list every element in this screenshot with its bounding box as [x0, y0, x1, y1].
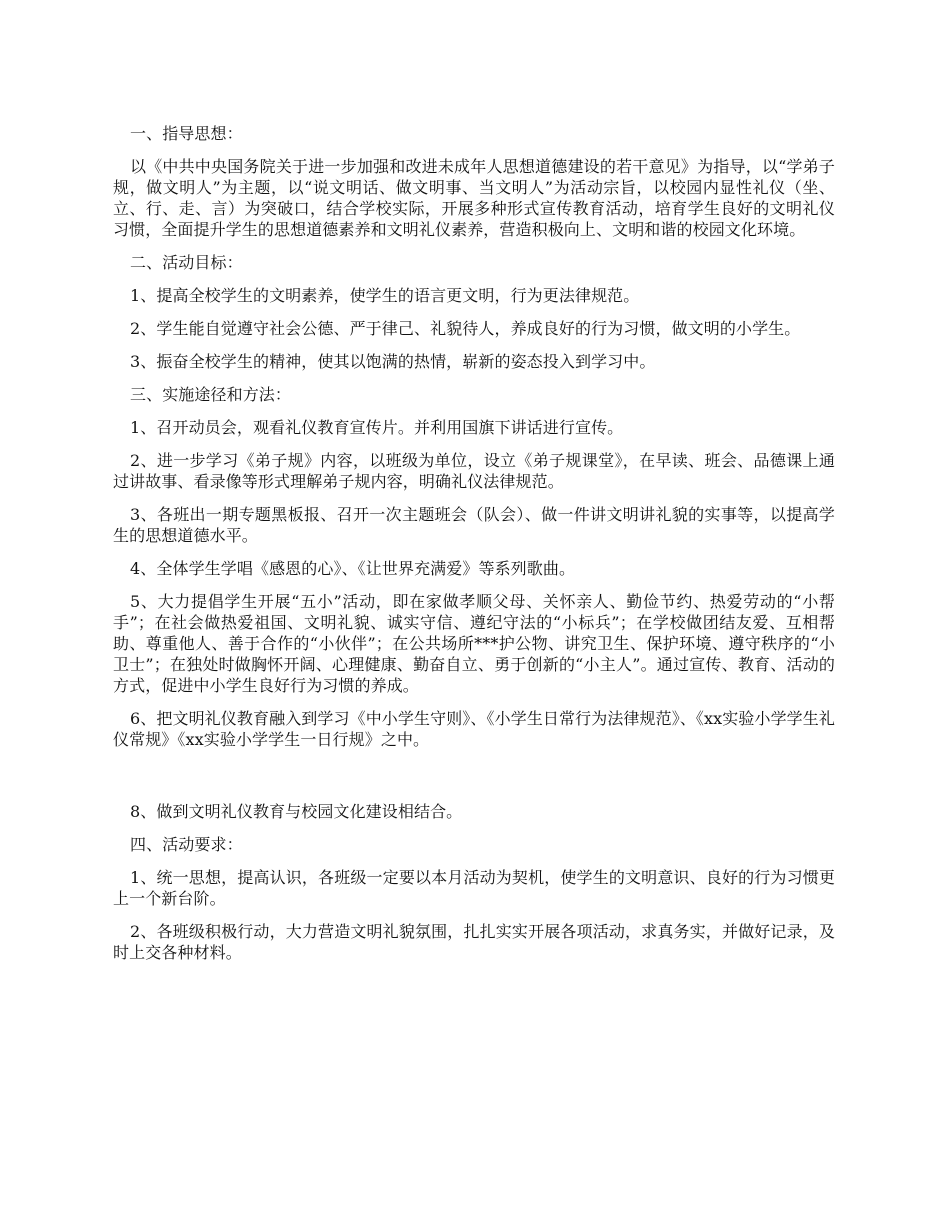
method-item-5: 5、大力提倡学生开展“五小”活动，即在家做孝顺父母、关怀亲人、勤俭节约、热爱劳动的“小帮手”；在社会做热爱祖国、文明礼貌、诚实守信、遵纪守法的“小标兵”；在学校做团结友爱、互相帮助、尊重他人、善于合作的“小伙伴”；在公共场所***护公物、讲究卫生、保护环境、遵守秩序的“小卫士”；在独处时做胸怀开阔、心理健康、勤奋自立、勇于创新的“小主人”。通过宣传、教育、活动的方式，促进中小学生良好行为习惯的养成。	[113, 592, 835, 695]
requirement-item-1: 1、统一思想，提高认识，各班级一定要以本月活动为契机，使学生的文明意识、良好的行为习惯更上一个新台阶。	[113, 868, 835, 908]
document-body	[113, 123, 835, 963]
heading-requirements: 四、活动要求：	[130, 835, 243, 854]
method-item-4: 4、全体学生学唱《感恩的心》、《让世界充满爱》等系列歌曲。	[130, 559, 576, 578]
method-item-1: 1、召开动员会，观看礼仪教育宣传片。并利用国旗下讲话进行宣传。	[130, 418, 624, 437]
method-item-3: 3、各班出一期专题黑板报、召开一次主题班会（队会）、做一件讲文明讲礼貌的实事等，以提高学生的思想道德水平。	[113, 505, 835, 545]
heading-activity-goals: 二、活动目标：	[130, 253, 243, 272]
paragraph-guiding-thought: 以《中共中央国务院关于进一步加强和改进未成年人思想道德建设的若干意见》为指导，以“学弟子规，做文明人”为主题，以“说文明话、做文明事、当文明人”为活动宗旨，以校园内显性礼仪（坐、立、行、走、言）为突破口，结合学校实际，开展多种形式宣传教育活动，培育学生良好的文明礼仪习惯，全面提升学生的思想道德素养和文明礼仪素养，营造积极向上、文明和谐的校园文化环境。	[113, 157, 835, 239]
method-item-2: 2、进一步学习《弟子规》内容，以班级为单位，设立《弟子规课堂》，在早读、班会、品德课上通过讲故事、看录像等形式理解弟子规内容，明确礼仪法律规范。	[113, 451, 835, 491]
goal-item-1: 1、提高全校学生的文明素养，使学生的语言更文明，行为更法律规范。	[130, 286, 640, 305]
heading-guiding-thought: 一、指导思想：	[130, 124, 243, 143]
method-item-6: 6、把文明礼仪教育融入到学习《中小学生守则》、《小学生日常行为法律规范》、《xx实验小学学生礼仪常规》《xx实验小学学生一日行规》之中。	[113, 709, 835, 749]
method-item-8: 8、做到文明礼仪教育与校园文化建设相结合。	[130, 802, 463, 821]
heading-methods: 三、实施途径和方法：	[130, 385, 292, 404]
goal-item-2: 2、学生能自觉遵守社会公德、严于律己、礼貌待人，养成良好的行为习惯，做文明的小学生。	[130, 319, 801, 338]
goal-item-3: 3、振奋全校学生的精神，使其以饱满的热情，崭新的姿态投入到学习中。	[130, 352, 656, 371]
requirement-item-2: 2、各班级积极行动，大力营造文明礼貌氛围，扎扎实实开展各项活动，求真务实，并做好记录，及时上交各种材料。	[113, 922, 835, 962]
